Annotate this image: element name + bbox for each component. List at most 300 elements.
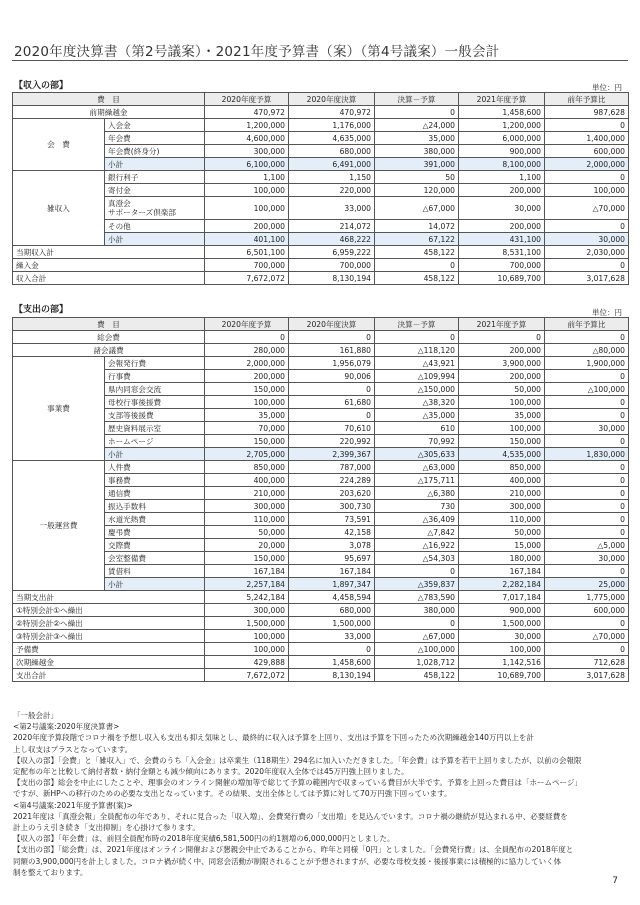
value-cell: 0 [289, 383, 375, 396]
value-cell: 2,000,000 [205, 357, 289, 370]
table-row [13, 259, 629, 272]
value-cell: 8,100,000 [459, 158, 545, 171]
value-cell: 0 [375, 617, 459, 630]
value-cell: 900,000 [459, 604, 545, 617]
table-row [13, 158, 629, 171]
row-label: 入会金 [105, 119, 205, 132]
value-cell: 200,000 [459, 220, 545, 233]
value-cell: 680,000 [289, 604, 375, 617]
value-cell: △70,000 [545, 630, 629, 643]
value-cell: 214,072 [289, 220, 375, 233]
table-row [13, 422, 629, 435]
value-cell: 0 [545, 565, 629, 578]
value-cell: 1,200,000 [459, 119, 545, 132]
value-cell: 0 [545, 513, 629, 526]
page-number: 7 [612, 876, 618, 886]
note-line: <第2号議案:2020年度決算書> [13, 722, 120, 732]
value-cell: 1,897,347 [289, 578, 375, 591]
table-row [13, 184, 629, 197]
value-cell: 0 [289, 409, 375, 422]
value-cell: 95,697 [289, 552, 375, 565]
table-row [13, 119, 629, 132]
table-row [13, 197, 629, 220]
value-cell: 4,535,000 [459, 448, 545, 461]
value-cell: 1,500,000 [289, 617, 375, 630]
value-cell: 61,680 [289, 396, 375, 409]
value-cell: 120,000 [375, 184, 459, 197]
value-cell: 1,400,000 [545, 132, 629, 145]
table-row [13, 370, 629, 383]
value-cell: 0 [459, 331, 545, 344]
table-row [13, 513, 629, 526]
value-cell: 100,000 [545, 184, 629, 197]
table-row [13, 591, 629, 604]
value-cell: 70,610 [289, 422, 375, 435]
expense-heading: 【支出の部】 [14, 305, 69, 315]
value-cell: 180,000 [459, 552, 545, 565]
value-cell: 7,672,072 [205, 272, 289, 285]
value-cell: 0 [375, 106, 459, 119]
value-cell: 2,000,000 [545, 158, 629, 171]
value-cell: 1,500,000 [459, 617, 545, 630]
value-cell: △43,921 [375, 357, 459, 370]
row-label: その他 [105, 220, 205, 233]
value-cell: 1,100 [205, 171, 289, 184]
column-header: 2021年度予算 [459, 93, 545, 106]
value-cell: 33,000 [289, 197, 375, 220]
table-row [13, 669, 629, 682]
value-cell: 210,000 [459, 487, 545, 500]
value-cell: 10,689,700 [459, 272, 545, 285]
value-cell: 100,000 [459, 643, 545, 656]
table-row [13, 383, 629, 396]
value-cell: 0 [545, 474, 629, 487]
value-cell: 458,122 [375, 246, 459, 259]
value-cell: 610 [375, 422, 459, 435]
title-divider [12, 60, 628, 61]
value-cell: 110,000 [459, 513, 545, 526]
row-label: 総会費 [13, 331, 205, 344]
value-cell: 680,000 [289, 145, 375, 158]
row-label: ①特別会計①へ繰出 [13, 604, 205, 617]
value-cell: 300,000 [205, 604, 289, 617]
table-row [13, 409, 629, 422]
value-cell: 0 [289, 331, 375, 344]
row-label: 小計 [105, 578, 205, 591]
note-line: 【支出の部】「総会費」は、2021年度はオンライン開催および懇親会中止であることから、昨年と同様「0円」としました。「会費発行費」は、全員配布の2018年度と [13, 845, 574, 855]
value-cell: 401,100 [205, 233, 289, 246]
value-cell: 391,000 [375, 158, 459, 171]
value-cell: 7,017,184 [459, 591, 545, 604]
value-cell: 50,000 [459, 526, 545, 539]
value-cell: 0 [545, 370, 629, 383]
table-row [13, 145, 629, 158]
value-cell: 15,000 [459, 539, 545, 552]
row-label: 歴史資料展示室 [105, 422, 205, 435]
value-cell: 161,880 [289, 344, 375, 357]
value-cell: 380,000 [375, 604, 459, 617]
value-cell: 0 [545, 435, 629, 448]
value-cell: △118,120 [375, 344, 459, 357]
value-cell: 4,458,594 [289, 591, 375, 604]
value-cell: 1,150 [289, 171, 375, 184]
value-cell: △70,000 [545, 197, 629, 220]
table-row [13, 331, 629, 344]
value-cell: 10,689,700 [459, 669, 545, 682]
value-cell: 380,000 [375, 145, 459, 158]
table-row [13, 656, 629, 669]
value-cell: 167,184 [289, 565, 375, 578]
value-cell: 1,900,000 [545, 357, 629, 370]
table-row [13, 643, 629, 656]
note-line: 2020年度予算段階でコロナ禍を予想し収入も支出も抑え気味とし、最終的に収入は予算を上回り、支出は予算を下回ったため次期繰越金140万円以上を計 [13, 733, 534, 743]
value-cell: 0 [545, 220, 629, 233]
table-row [13, 617, 629, 630]
row-label: ②特別会計②へ繰出 [13, 617, 205, 630]
column-header: 前年予算比 [545, 93, 629, 106]
value-cell: 458,122 [375, 669, 459, 682]
column-header: 決算－予算 [375, 93, 459, 106]
value-cell: 1,100 [459, 171, 545, 184]
note-line: 【支出の部】総会を中止にしたことや、理事会のオンライン開催の増加等で総じて予算の範囲内で収まっている費目が大半です。予算を上回った費目は「ホームページ」 [13, 778, 582, 788]
value-cell: △38,320 [375, 396, 459, 409]
row-label: 寄付金 [105, 184, 205, 197]
value-cell: 1,458,600 [289, 656, 375, 669]
value-cell: 42,158 [289, 526, 375, 539]
value-cell: 3,078 [289, 539, 375, 552]
value-cell: 100,000 [205, 630, 289, 643]
table-row [13, 272, 629, 285]
table-row [13, 539, 629, 552]
value-cell: 300,000 [459, 500, 545, 513]
note-line: <第4号議案:2021年度予算書(案)> [13, 800, 133, 810]
value-cell: 1,500,000 [205, 617, 289, 630]
value-cell: 0 [545, 500, 629, 513]
row-label: 年会費(終身分) [105, 145, 205, 158]
value-cell: 224,289 [289, 474, 375, 487]
table-row [13, 461, 629, 474]
row-label: 通信費 [105, 487, 205, 500]
row-label: 年会費 [105, 132, 205, 145]
value-cell: 400,000 [205, 474, 289, 487]
value-cell: △36,409 [375, 513, 459, 526]
value-cell: 2,282,184 [459, 578, 545, 591]
value-cell: △67,000 [375, 197, 459, 220]
value-cell: 712,628 [545, 656, 629, 669]
value-cell: 110,000 [205, 513, 289, 526]
value-cell: 5,242,184 [205, 591, 289, 604]
value-cell: 0 [545, 396, 629, 409]
value-cell: 900,000 [459, 145, 545, 158]
value-cell: 30,000 [545, 233, 629, 246]
row-label: 母校行事後援費 [105, 396, 205, 409]
value-cell: 300,000 [205, 500, 289, 513]
value-cell: 200,000 [459, 344, 545, 357]
value-cell: 167,184 [205, 565, 289, 578]
value-cell: 4,635,000 [289, 132, 375, 145]
value-cell: 50,000 [459, 383, 545, 396]
row-label: 賃借料 [105, 565, 205, 578]
row-label: 小計 [105, 448, 205, 461]
value-cell: 429,888 [205, 656, 289, 669]
value-cell: 730 [375, 500, 459, 513]
value-cell: 0 [375, 259, 459, 272]
value-cell: 150,000 [205, 383, 289, 396]
value-cell: △5,000 [545, 539, 629, 552]
value-cell: 70,992 [375, 435, 459, 448]
row-label: 収入合計 [13, 272, 205, 285]
table-row [13, 565, 629, 578]
note-line: 2021年度は「真澄会報」全員配布の年であり、それに見合った「収入増」、会費発行費の「支出増」を見込んでいます。コロナ禍の継続が見込まれる中、必要経費を [13, 811, 568, 821]
row-label: 前期繰越金 [13, 106, 205, 119]
value-cell: △54,303 [375, 552, 459, 565]
row-label: 人件費 [105, 461, 205, 474]
value-cell: △150,000 [375, 383, 459, 396]
value-cell: △35,000 [375, 409, 459, 422]
value-cell: 0 [375, 331, 459, 344]
value-cell: △100,000 [375, 643, 459, 656]
value-cell: 14,072 [375, 220, 459, 233]
value-cell: 200,000 [459, 370, 545, 383]
value-cell: 220,000 [289, 184, 375, 197]
row-label: 予備費 [13, 643, 205, 656]
value-cell: 0 [545, 643, 629, 656]
note-line: ですが、新HPへの移行のための必要な支出となっています。その結果、支出全体としては予算に対して70万円強下回っています。 [13, 789, 452, 799]
value-cell: 4,600,000 [205, 132, 289, 145]
value-cell: △175,711 [375, 474, 459, 487]
column-header: 費 目 [13, 318, 205, 331]
table-header-row [13, 93, 629, 106]
value-cell: 6,501,100 [205, 246, 289, 259]
table-row [13, 578, 629, 591]
value-cell: 0 [545, 617, 629, 630]
column-header: 2020年度決算 [289, 93, 375, 106]
value-cell: 0 [545, 171, 629, 184]
note-line: 計上のうえ引き続き「支出抑制」を心掛けて参ります。 [13, 823, 200, 833]
value-cell: 300,000 [205, 145, 289, 158]
value-cell: 2,030,000 [545, 246, 629, 259]
row-label: 当期収入計 [13, 246, 205, 259]
value-cell: 850,000 [459, 461, 545, 474]
value-cell: 1,830,000 [545, 448, 629, 461]
value-cell: 787,000 [289, 461, 375, 474]
value-cell: △7,842 [375, 526, 459, 539]
value-cell: 35,000 [205, 409, 289, 422]
table-row [13, 171, 629, 184]
value-cell: 100,000 [459, 422, 545, 435]
row-label: 小計 [105, 233, 205, 246]
value-cell: △359,837 [375, 578, 459, 591]
value-cell: 73,591 [289, 513, 375, 526]
expense-unit: 単位：円 [592, 308, 622, 317]
value-cell: 1,176,000 [289, 119, 375, 132]
value-cell: △67,000 [375, 630, 459, 643]
value-cell: 2,705,000 [205, 448, 289, 461]
value-cell: △100,000 [545, 383, 629, 396]
note-line: 「一般会計」 [13, 711, 58, 720]
value-cell: 2,399,367 [289, 448, 375, 461]
value-cell: 600,000 [545, 145, 629, 158]
table-row [13, 552, 629, 565]
table-row [13, 448, 629, 461]
table-row [13, 106, 629, 119]
value-cell: 35,000 [459, 409, 545, 422]
row-label: 事務費 [105, 474, 205, 487]
column-header: 2020年度予算 [205, 318, 289, 331]
notes-section [13, 710, 627, 878]
value-cell: 100,000 [205, 643, 289, 656]
value-cell: 20,000 [205, 539, 289, 552]
row-label: 会報発行費 [105, 357, 205, 370]
value-cell: 150,000 [459, 435, 545, 448]
value-cell: 0 [545, 526, 629, 539]
value-cell: 1,200,000 [205, 119, 289, 132]
value-cell: 200,000 [459, 184, 545, 197]
row-label: 支出合計 [13, 669, 205, 682]
column-header: 前年予算比 [545, 318, 629, 331]
income-unit: 単位：円 [592, 83, 622, 92]
group-label: 会 費 [13, 119, 105, 171]
value-cell: 100,000 [205, 396, 289, 409]
value-cell: △305,633 [375, 448, 459, 461]
table-row [13, 246, 629, 259]
row-label: 銀行利子 [105, 171, 205, 184]
value-cell: △109,994 [375, 370, 459, 383]
value-cell: 100,000 [205, 197, 289, 220]
note-line: 同額の3,900,000円を計上しました。コロナ禍が続く中、同窓会活動が制限されることが予想されますが、必要な母校支援・後援事業には積極的に協力していく体 [13, 856, 562, 866]
value-cell: △63,000 [375, 461, 459, 474]
column-header: 2020年度決算 [289, 318, 375, 331]
group-label: 一般運営費 [13, 461, 105, 591]
row-label: 慶弔費 [105, 526, 205, 539]
value-cell: △80,000 [545, 344, 629, 357]
value-cell: 8,130,194 [289, 669, 375, 682]
value-cell: 150,000 [205, 435, 289, 448]
group-label: 事業費 [13, 357, 105, 461]
column-header: 費 目 [13, 93, 205, 106]
row-label: 会室整備費 [105, 552, 205, 565]
value-cell: 6,959,222 [289, 246, 375, 259]
value-cell: 6,100,000 [205, 158, 289, 171]
value-cell: 300,730 [289, 500, 375, 513]
row-label: 支部等後援費 [105, 409, 205, 422]
value-cell: 431,100 [459, 233, 545, 246]
value-cell: 468,222 [289, 233, 375, 246]
value-cell: 850,000 [205, 461, 289, 474]
value-cell: 50 [375, 171, 459, 184]
value-cell: 0 [545, 461, 629, 474]
value-cell: 220,992 [289, 435, 375, 448]
table-row [13, 233, 629, 246]
value-cell: 100,000 [459, 396, 545, 409]
value-cell: 50,000 [205, 526, 289, 539]
value-cell: 0 [545, 119, 629, 132]
value-cell: 400,000 [459, 474, 545, 487]
value-cell: 167,184 [459, 565, 545, 578]
note-line: 上し収支はプラスとなっています。 [13, 744, 133, 754]
value-cell: 3,017,628 [545, 669, 629, 682]
value-cell: 30,000 [545, 552, 629, 565]
value-cell: 700,000 [459, 259, 545, 272]
value-cell: 1,775,000 [545, 591, 629, 604]
value-cell: 1,956,079 [289, 357, 375, 370]
row-label: 真澄会 サポーターズ倶楽部 [105, 197, 205, 220]
row-label: 水道光熱費 [105, 513, 205, 526]
value-cell: 1,028,712 [375, 656, 459, 669]
expense-table [12, 317, 629, 682]
row-label: 繰入金 [13, 259, 205, 272]
value-cell: 0 [545, 409, 629, 422]
value-cell: 0 [545, 487, 629, 500]
row-label: 次期繰越金 [13, 656, 205, 669]
value-cell: 600,000 [545, 604, 629, 617]
value-cell: △6,380 [375, 487, 459, 500]
table-row [13, 474, 629, 487]
value-cell: 200,000 [205, 370, 289, 383]
value-cell: 6,491,000 [289, 158, 375, 171]
row-label: 行事費 [105, 370, 205, 383]
value-cell: 470,972 [205, 106, 289, 119]
table-row [13, 630, 629, 643]
value-cell: 30,000 [459, 630, 545, 643]
value-cell: 25,000 [545, 578, 629, 591]
row-label: ホームページ [105, 435, 205, 448]
column-header: 2021年度予算 [459, 318, 545, 331]
value-cell: 0 [289, 643, 375, 656]
table-row [13, 396, 629, 409]
row-label: ③特別会計③へ繰出 [13, 630, 205, 643]
income-heading: 【収入の部】 [14, 81, 69, 91]
row-label: 小計 [105, 158, 205, 171]
table-row [13, 604, 629, 617]
note-line: 【収入の部】「年会費」は、前回全員配布時の2018年度実績6,581,500円の約1割増の6,000,000円としました。 [13, 834, 395, 844]
table-row [13, 435, 629, 448]
value-cell: 35,000 [375, 132, 459, 145]
value-cell: 8,531,100 [459, 246, 545, 259]
note-line: 【収入の部】「会費」と「雑収入」で、会費のうち「入会金」は卒業生（118期生）294名に加入いただきました。「年会費」は予算を若干上回りましたが、以前の会報限 [13, 755, 582, 765]
value-cell: 470,972 [289, 106, 375, 119]
row-label: 振込手数料 [105, 500, 205, 513]
value-cell: 90,006 [289, 370, 375, 383]
value-cell: 7,672,072 [205, 669, 289, 682]
table-row [13, 487, 629, 500]
table-row [13, 132, 629, 145]
value-cell: 987,628 [545, 106, 629, 119]
value-cell: 1,142,516 [459, 656, 545, 669]
value-cell: 33,000 [289, 630, 375, 643]
value-cell: 67,122 [375, 233, 459, 246]
value-cell: 8,130,194 [289, 272, 375, 285]
value-cell: 200,000 [205, 220, 289, 233]
table-row [13, 220, 629, 233]
row-label: 諸会議費 [13, 344, 205, 357]
value-cell: 1,458,600 [459, 106, 545, 119]
value-cell: 100,000 [205, 184, 289, 197]
value-cell: △24,000 [375, 119, 459, 132]
page-title: 2020年度決算書（第2号議案）・2021年度予算書（案）（第4号議案）一般会計 [14, 44, 500, 60]
table-row [13, 357, 629, 370]
value-cell: 30,000 [459, 197, 545, 220]
income-table [12, 92, 629, 285]
row-label: 当期支出計 [13, 591, 205, 604]
value-cell: 203,620 [289, 487, 375, 500]
value-cell: △783,590 [375, 591, 459, 604]
value-cell: 0 [545, 331, 629, 344]
value-cell: 0 [375, 565, 459, 578]
value-cell: 2,257,184 [205, 578, 289, 591]
value-cell: 30,000 [545, 422, 629, 435]
value-cell: 3,017,628 [545, 272, 629, 285]
